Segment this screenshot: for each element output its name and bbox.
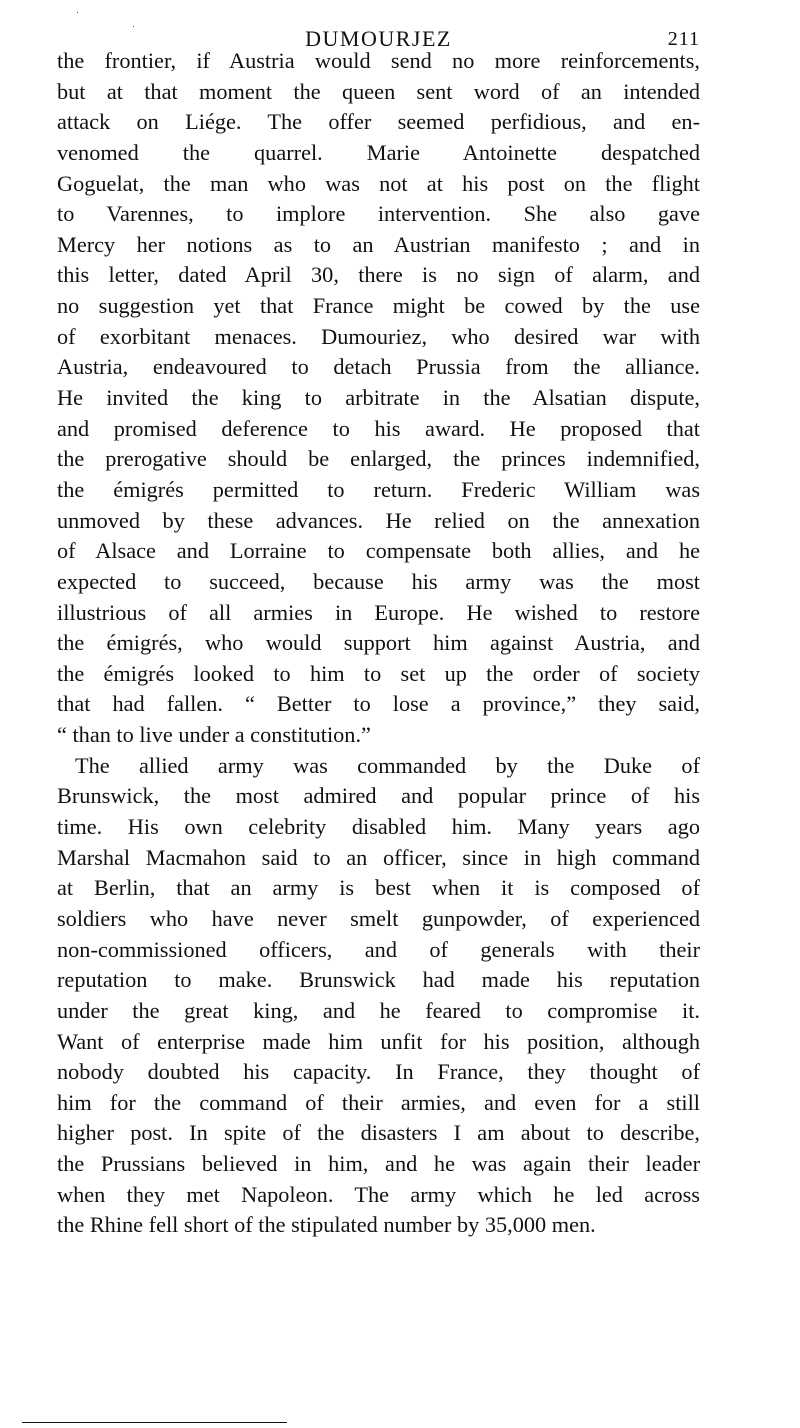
page-body: [57, 46, 700, 1241]
text-line: “ than to live under a constitution.”: [57, 722, 371, 748]
text-line: nobody doubted his capacity. In France, they thought of: [57, 1059, 700, 1085]
text-line: Austria, endeavoured to detach Prussia from the alliance.: [57, 354, 700, 380]
text-line: Brunswick, the most admired and popular prince of his: [57, 783, 700, 809]
text-line: at Berlin, that an army is best when it is composed of: [57, 875, 700, 901]
text-line: but at that moment the queen sent word of an intended: [57, 78, 700, 104]
text-line: the frontier, if Austria would send no more reinforcements,: [57, 48, 700, 73]
text-line: the émigrés, who would support him against Austria, and: [57, 630, 700, 656]
text-line: soldiers who have never smelt gunpowder, of experienced: [57, 905, 700, 931]
text-line: the prerogative should be enlarged, the princes indemnified,: [57, 446, 700, 472]
text-line: the Prussians believed in him, and he was again their leader: [57, 1151, 700, 1177]
text-line: He invited the king to arbitrate in the Alsatian dispute,: [57, 385, 700, 411]
text-line: expected to succeed, because his army was the most: [57, 568, 700, 594]
text-line: non-commissioned officers, and of generals with their: [57, 936, 700, 962]
text-line: of exorbitant menaces. Dumouriez, who desired war with: [57, 323, 700, 349]
text-line: the Rhine fell short of the stipulated number by 35,000 men.: [57, 1212, 596, 1238]
text-line: The allied army was commanded by the Duke of: [75, 752, 700, 778]
text-line: Marshal Macmahon said to an officer, since in high command: [57, 844, 700, 870]
text-line: to Varennes, to implore intervention. She also gave: [57, 201, 700, 227]
scan-speck: [77, 12, 78, 13]
text-line: illustrious of all armies in Europe. He wished to restore: [57, 599, 700, 625]
text-line: attack on Liége. The offer seemed perfidious, and en-: [57, 109, 700, 135]
text-line: venomed the quarrel. Marie Antoinette despatched: [57, 139, 700, 165]
paragraph: [57, 46, 700, 751]
running-title: DUMOURJEZ: [305, 26, 452, 51]
text-line: time. His own celebrity disabled him. Many years ago: [57, 814, 700, 840]
text-line: reputation to make. Brunswick had made his reputation: [57, 967, 700, 993]
text-line: that had fallen. “ Better to lose a province,” they said,: [57, 691, 700, 717]
text-line: unmoved by these advances. He relied on the annexation: [57, 507, 700, 533]
text-line: under the great king, and he feared to compromise it.: [57, 997, 700, 1023]
text-line: the émigrés permitted to return. Frederic William was: [57, 476, 700, 502]
text-line: no suggestion yet that France might be cowed by the use: [57, 293, 700, 319]
paragraph: [57, 751, 700, 1241]
text-line: of Alsace and Lorraine to compensate both allies, and he: [57, 538, 700, 564]
text-line: Want of enterprise made him unfit for his position, although: [57, 1028, 700, 1054]
text-line: him for the command of their armies, and even for a still: [57, 1089, 700, 1115]
text-line: this letter, dated April 30, there is no sign of alarm, and: [57, 262, 700, 288]
text-line: the émigrés looked to him to set up the order of society: [57, 660, 700, 686]
text-line: when they met Napoleon. The army which he led across: [57, 1181, 700, 1207]
footer-rule: [22, 1422, 287, 1423]
text-line: and promised deference to his award. He proposed that: [57, 415, 700, 441]
text-line: Mercy her notions as to an Austrian manifesto ; and in: [57, 231, 700, 257]
page-number: 211: [667, 28, 700, 50]
text-line: higher post. In spite of the disasters I am about to describe,: [57, 1120, 700, 1146]
text-line: Goguelat, the man who was not at his post on the flight: [57, 170, 700, 196]
